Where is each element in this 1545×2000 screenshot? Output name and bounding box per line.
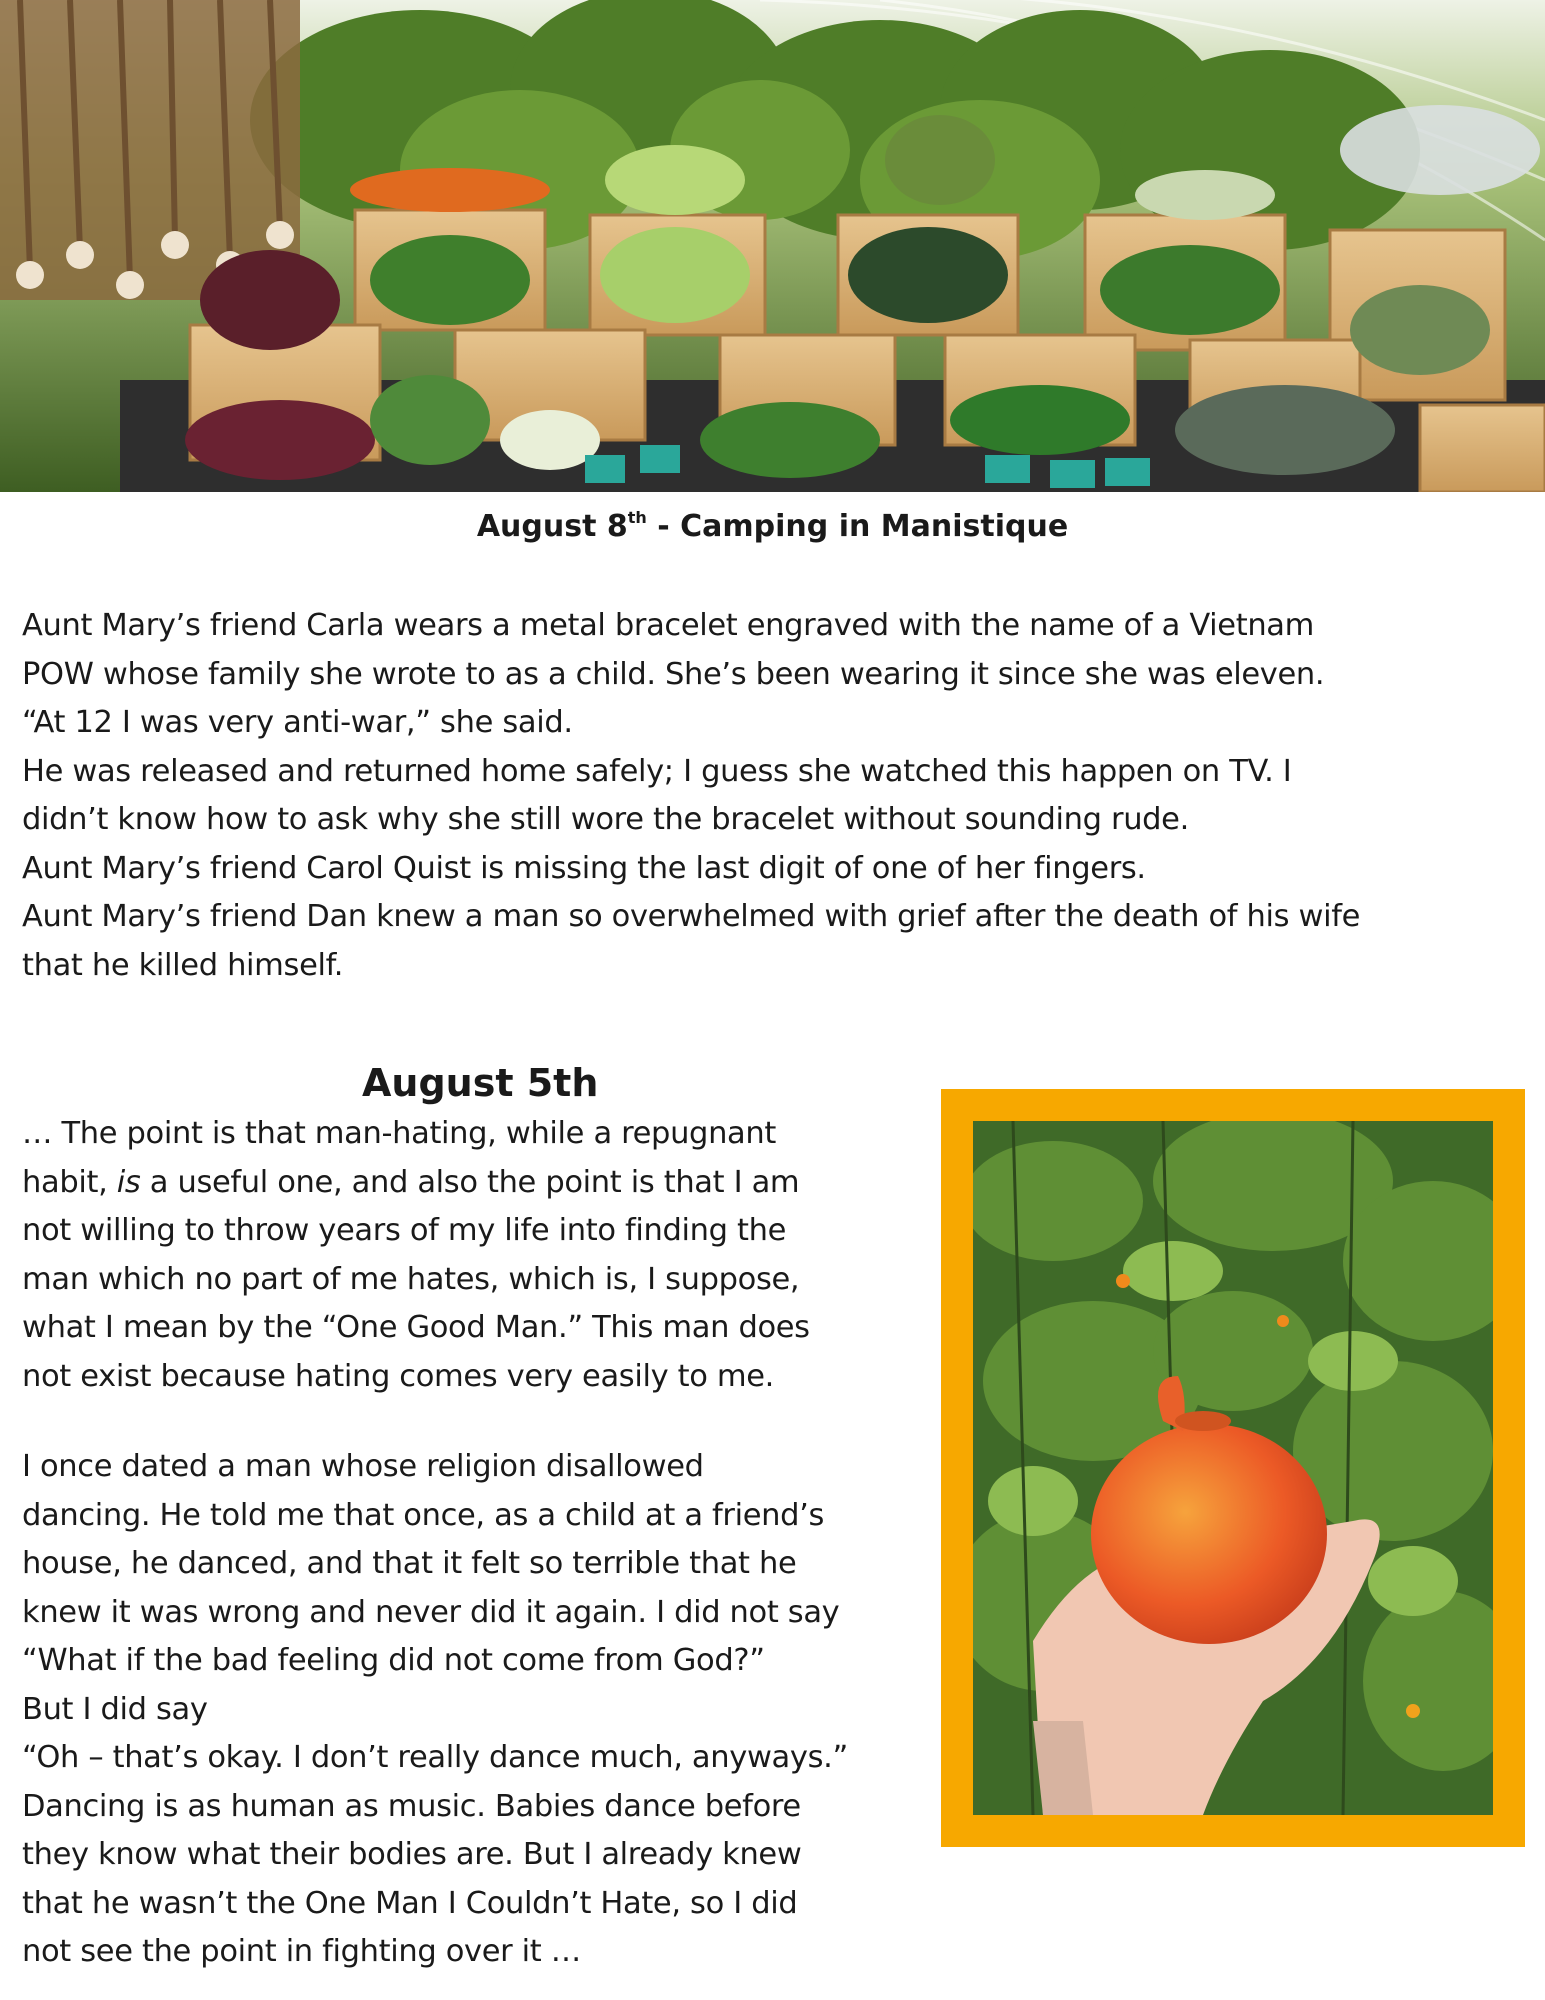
text-line: Aunt Mary’s friend Carol Quist is missing the last digit of one of her fingers. xyxy=(22,850,1146,886)
text-line: what I mean by the “One Good Man.” This man does xyxy=(22,1310,810,1345)
text-fragment: habit, xyxy=(22,1164,117,1200)
title-superscript: th xyxy=(627,508,647,527)
photo-frame xyxy=(941,1089,1525,1847)
text-line: “What if the bad feeling did not come from God?” xyxy=(22,1643,765,1678)
text-line: not willing to throw years of my life into finding the xyxy=(22,1213,787,1248)
entry-aug5-paragraph-1 xyxy=(22,1110,922,1401)
text-line: I once dated a man whose religion disallowed xyxy=(22,1449,704,1484)
text-line: man which no part of me hates, which is, I suppose, xyxy=(22,1261,800,1297)
text-line: not see the point in fighting over it … xyxy=(22,1934,581,1969)
emphasis-text: is xyxy=(116,1164,141,1200)
entry-aug5-paragraph-2 xyxy=(22,1443,922,1977)
entry-aug8-text xyxy=(22,602,1532,990)
text-line: … The point is that man-hating, while a repugnant xyxy=(22,1116,776,1151)
text-line: that he wasn’t the One Man I Couldn’t Hate, so I did xyxy=(22,1885,798,1921)
text-line: He was released and returned home safely; I guess she watched this happen on TV. I xyxy=(22,753,1292,789)
text-line: But I did say xyxy=(22,1691,208,1727)
text-line: Dancing is as human as music. Babies dance before xyxy=(22,1788,801,1824)
hero-photo-greenhouse-produce xyxy=(0,0,1545,492)
text-line: “Oh – that’s okay. I don’t really dance much, anyways.” xyxy=(22,1740,848,1775)
text-line xyxy=(22,1159,922,1208)
title-prefix: August 8 xyxy=(476,509,628,544)
tomato-photo xyxy=(973,1121,1493,1815)
text-line: dancing. He told me that once, as a child at a friend’s xyxy=(22,1497,825,1533)
text-line: Aunt Mary’s friend Carla wears a metal bracelet engraved with the name of a Vietnam xyxy=(22,608,1315,643)
text-fragment: a useful one, and also the point is that I am xyxy=(140,1164,800,1200)
text-line: they know what their bodies are. But I already knew xyxy=(22,1837,802,1872)
entry-title-aug8 xyxy=(0,503,1545,551)
text-line: knew it was wrong and never did it again. I did not say xyxy=(22,1594,840,1630)
text-line: “At 12 I was very anti-war,” she said. xyxy=(22,705,573,740)
text-line: Aunt Mary’s friend Dan knew a man so overwhelmed with grief after the death of his wife xyxy=(22,899,1360,934)
text-line: didn’t know how to ask why she still wore the bracelet without sounding rude. xyxy=(22,802,1189,837)
title-suffix: - Camping in Manistique xyxy=(646,509,1069,544)
text-line: POW whose family she wrote to as a child. She’s been wearing it since she was eleven. xyxy=(22,656,1325,692)
text-line: house, he danced, and that it felt so terrible that he xyxy=(22,1546,797,1581)
text-line: not exist because hating comes very easily to me. xyxy=(22,1358,775,1394)
text-line: that he killed himself. xyxy=(22,947,344,983)
entry-title-aug5: August 5th xyxy=(362,1061,599,1105)
